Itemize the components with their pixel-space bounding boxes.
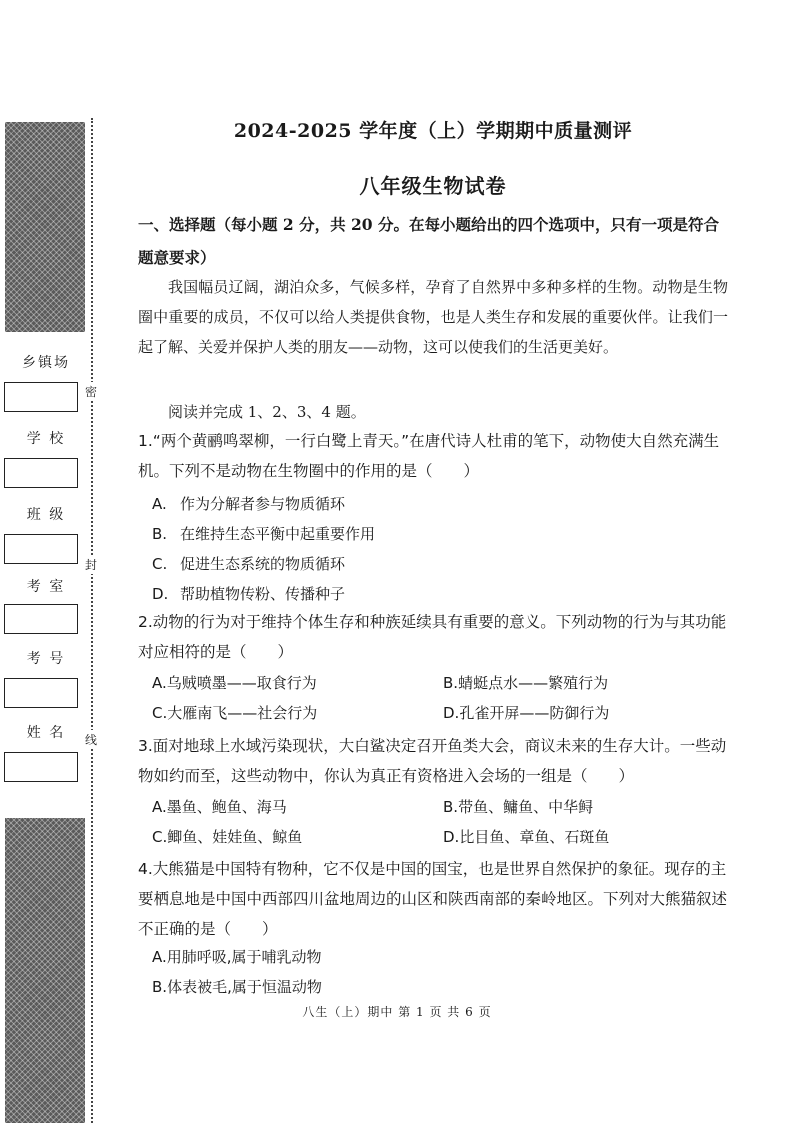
option-text: 墨鱼、鲍鱼、海马 bbox=[166, 798, 287, 816]
option-text: 比目鱼、章鱼、石斑鱼 bbox=[459, 828, 610, 846]
exam-room-field[interactable] bbox=[4, 604, 78, 634]
exam-number-label: 考 号 bbox=[26, 651, 66, 667]
option-letter: C. bbox=[152, 828, 168, 846]
question-4-option-b[interactable] bbox=[152, 976, 322, 997]
question-3-option-a[interactable] bbox=[152, 796, 287, 817]
option-text: 蜻蜓点水——繁殖行为 bbox=[458, 674, 609, 692]
exam-room-label: 考 室 bbox=[26, 579, 66, 595]
exam-subtitle: 八年级生物试卷 bbox=[359, 174, 507, 198]
question-2-option-c[interactable] bbox=[152, 702, 317, 723]
option-letter: C. bbox=[152, 555, 168, 573]
question-4-stem: 4.大熊猫是中国特有物种，它不仅是中国的国宝，也是世界自然保护的象征。现存的主要栖息地是中国中西部四川盆地周边的山区和陕西南部的秦岭地区。下列对大熊猫叙述不正确的是（ ） bbox=[138, 860, 728, 938]
option-letter: B. bbox=[152, 978, 168, 996]
option-letter: B. bbox=[443, 674, 459, 692]
option-text: 鲫鱼、娃娃鱼、鲸鱼 bbox=[167, 828, 303, 846]
option-text: 在维持生态平衡中起重要作用 bbox=[180, 525, 376, 543]
school-label: 学 校 bbox=[26, 431, 66, 447]
seal-char-feng: 封 bbox=[85, 555, 97, 574]
option-letter: A. bbox=[152, 495, 167, 513]
town-label: 乡镇场 bbox=[22, 355, 70, 371]
question-3-option-d[interactable] bbox=[443, 826, 609, 847]
option-text: 用肺呼吸,属于哺乳动物 bbox=[166, 948, 322, 966]
hatched-block-top bbox=[5, 122, 85, 332]
name-label: 姓 名 bbox=[26, 725, 66, 741]
town-field[interactable] bbox=[4, 382, 78, 412]
option-letter: D. bbox=[443, 704, 460, 722]
option-letter: A. bbox=[152, 798, 167, 816]
binding-margin bbox=[0, 0, 100, 1123]
hatched-block-bottom bbox=[5, 818, 85, 1123]
section-heading: 一、选择题（每小题 2 分，共 20 分。在每小题给出的四个选项中，只有一项是符合题意要求） bbox=[138, 215, 719, 267]
question-2-option-b[interactable] bbox=[443, 672, 608, 693]
option-letter: A. bbox=[152, 948, 167, 966]
school-field[interactable] bbox=[4, 458, 78, 488]
option-text: 促进生态系统的物质循环 bbox=[180, 555, 346, 573]
question-1-option-c[interactable] bbox=[152, 553, 345, 574]
option-text: 作为分解者参与物质循环 bbox=[180, 495, 346, 513]
option-text: 大雁南飞——社会行为 bbox=[167, 704, 318, 722]
option-text: 帮助植物传粉、传播种子 bbox=[180, 585, 346, 603]
question-1-option-b[interactable] bbox=[152, 523, 375, 544]
name-field[interactable] bbox=[4, 752, 78, 782]
question-2-option-a[interactable] bbox=[152, 672, 317, 693]
option-text: 乌贼喷墨——取食行为 bbox=[166, 674, 317, 692]
exam-title: 2024-2025 学年度（上）学期期中质量测评 bbox=[233, 120, 633, 142]
option-letter: D. bbox=[443, 828, 460, 846]
seal-char-xian: 线 bbox=[85, 730, 97, 749]
intro-paragraph: 我国幅员辽阔，湖泊众多，气候多样，孕育了自然界中多种多样的生物。动物是生物圈中重要的成员，不仅可以给人类提供食物，也是人类生存和发展的重要伙伴。让我们一起了解、关爱并保护人类的朋友——动物，这可以使我们的生活更美好。 bbox=[138, 278, 728, 356]
option-letter: C. bbox=[152, 704, 168, 722]
seal-char-mi: 密 bbox=[85, 382, 97, 401]
question-1-stem: 1.“两个黄鹂鸣翠柳，一行白鹭上青天。”在唐代诗人杜甫的笔下，动物使大自然充满生机。下列不是动物在生物圈中的作用的是（ ） bbox=[138, 432, 720, 480]
option-letter: B. bbox=[443, 798, 459, 816]
page-footer: 八生（上）期中 第 1 页 共 6 页 bbox=[302, 1005, 492, 1019]
seal-dotted-line bbox=[91, 118, 93, 1123]
option-text: 孔雀开屏——防御行为 bbox=[459, 704, 610, 722]
option-letter: B. bbox=[152, 525, 168, 543]
option-text: 体表被毛,属于恒温动物 bbox=[167, 978, 322, 996]
question-1-option-a[interactable] bbox=[152, 493, 345, 514]
option-letter: D. bbox=[152, 585, 169, 603]
question-1-option-d[interactable] bbox=[152, 583, 345, 604]
reading-instruction: 阅读并完成 1、2、3、4 题。 bbox=[168, 403, 366, 421]
option-text: 带鱼、鳙鱼、中华鲟 bbox=[458, 798, 594, 816]
question-3-option-c[interactable] bbox=[152, 826, 302, 847]
question-3-option-b[interactable] bbox=[443, 796, 593, 817]
class-field[interactable] bbox=[4, 534, 78, 564]
question-3-stem: 3.面对地球上水域污染现状，大白鲨决定召开鱼类大会，商议未来的生存大计。一些动物如约而至，这些动物中，你认为真正有资格进入会场的一组是（ ） bbox=[138, 737, 727, 785]
question-2-stem: 2.动物的行为对于维持个体生存和种族延续具有重要的意义。下列动物的行为与其功能对应相符的是（ ） bbox=[138, 613, 727, 661]
exam-number-field[interactable] bbox=[4, 678, 78, 708]
question-4-option-a[interactable] bbox=[152, 946, 322, 967]
option-letter: A. bbox=[152, 674, 167, 692]
question-2-option-d[interactable] bbox=[443, 702, 609, 723]
class-label: 班 级 bbox=[26, 507, 66, 523]
